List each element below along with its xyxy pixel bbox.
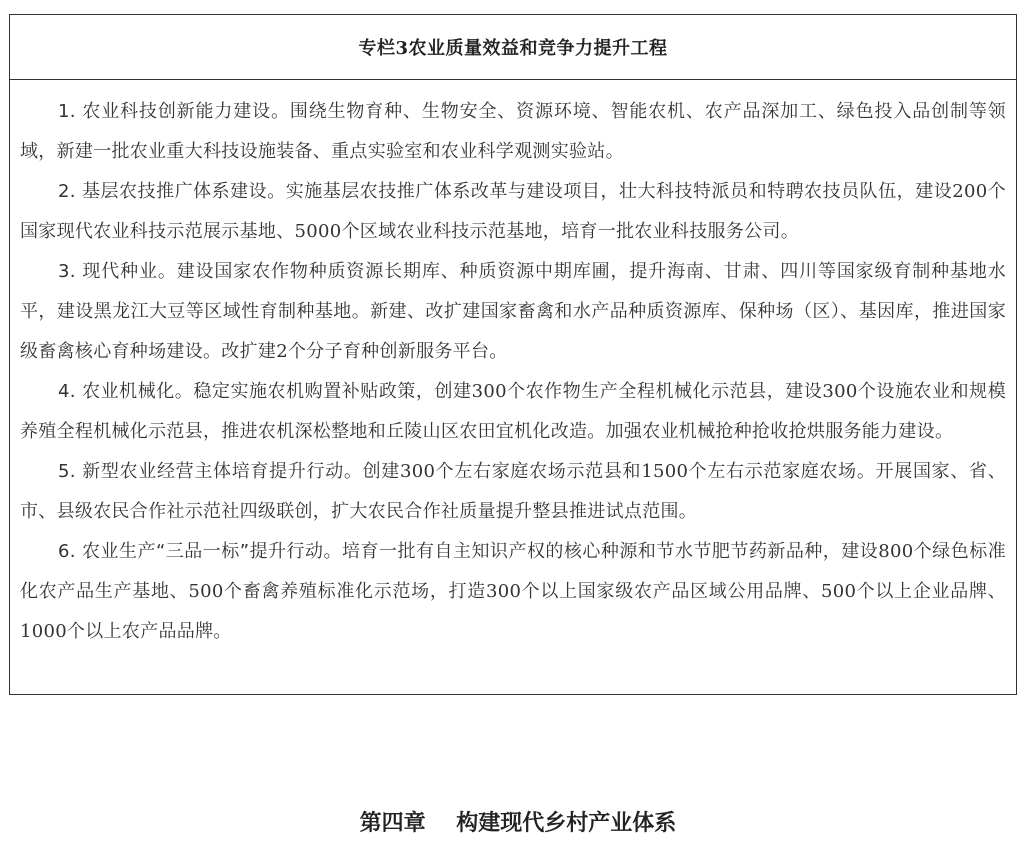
item-text: 实施基层农技推广体系改革与建设项目，壮大科技特派员和特聘农技员队伍，建设200个国家现代农业科技示范展示基地、5000个区域农业科技示范基地，培育一批农业科技服务公司。 bbox=[20, 181, 1006, 242]
list-item bbox=[20, 532, 1006, 652]
chapter-title: 第四章 构建现代乡村产业体系 bbox=[359, 810, 677, 836]
column-title: 专栏3农业质量效益和竞争力提升工程 bbox=[358, 38, 668, 59]
item-title: 基层农技推广体系建设。 bbox=[82, 181, 286, 202]
list-item bbox=[20, 372, 1006, 452]
item-text: 稳定实施农机购置补贴政策，创建300个农作物生产全程机械化示范县，建设300个设施农业和规模养殖全程机械化示范县，推进农机深松整地和丘陵山区农田宜机化改造。加强农业机械抢种抢收抢烘服务能力建设。 bbox=[20, 381, 1006, 442]
item-number: 5. bbox=[58, 461, 76, 482]
column-body bbox=[10, 80, 1016, 652]
item-text: 围绕生物育种、生物安全、资源环境、智能农机、农产品深加工、绿色投入品创制等领域，新建一批农业重大科技设施装备、重点实验室和农业科学观测实验站。 bbox=[20, 101, 1006, 162]
list-item bbox=[20, 452, 1006, 532]
item-title: 农业机械化。 bbox=[82, 381, 194, 402]
item-text: 创建300个左右家庭农场示范县和1500个左右示范家庭农场。开展国家、省、市、县级农民合作社示范社四级联创，扩大农民合作社质量提升整县推进试点范围。 bbox=[20, 461, 1007, 522]
column-header bbox=[10, 15, 1016, 80]
item-title: 农业科技创新能力建设。 bbox=[82, 101, 290, 122]
item-number: 2. bbox=[58, 181, 76, 202]
item-number: 4. bbox=[58, 381, 76, 402]
item-title: 新型农业经营主体培育提升行动。 bbox=[82, 461, 363, 482]
item-number: 6. bbox=[58, 541, 76, 562]
item-text: 培育一批有自主知识产权的核心种源和节水节肥节药新品种，建设800个绿色标准化农产品生产基地、500个畜禽养殖标准化示范场，打造300个以上国家级农产品区域公用品牌、500个以上企业品牌、1000个以上农产品品牌。 bbox=[20, 541, 1006, 642]
column-box bbox=[9, 14, 1017, 695]
list-item bbox=[20, 252, 1006, 372]
item-number: 3. bbox=[58, 261, 76, 282]
item-title: 现代种业。 bbox=[82, 261, 177, 282]
item-text: 建设国家农作物种质资源长期库、种质资源中期库圃，提升海南、甘肃、四川等国家级育制种基地水平，建设黑龙江大豆等区域性育制种基地。新建、改扩建国家畜禽和水产品种质资源库、保种场（区）、基因库，推进国家级畜禽核心育种场建设。改扩建2个分子育种创新服务平台。 bbox=[20, 261, 1007, 362]
list-item bbox=[20, 92, 1006, 172]
item-title: 农业生产“三品一标”提升行动。 bbox=[82, 541, 343, 562]
list-item bbox=[20, 172, 1006, 252]
item-number: 1. bbox=[58, 101, 76, 122]
